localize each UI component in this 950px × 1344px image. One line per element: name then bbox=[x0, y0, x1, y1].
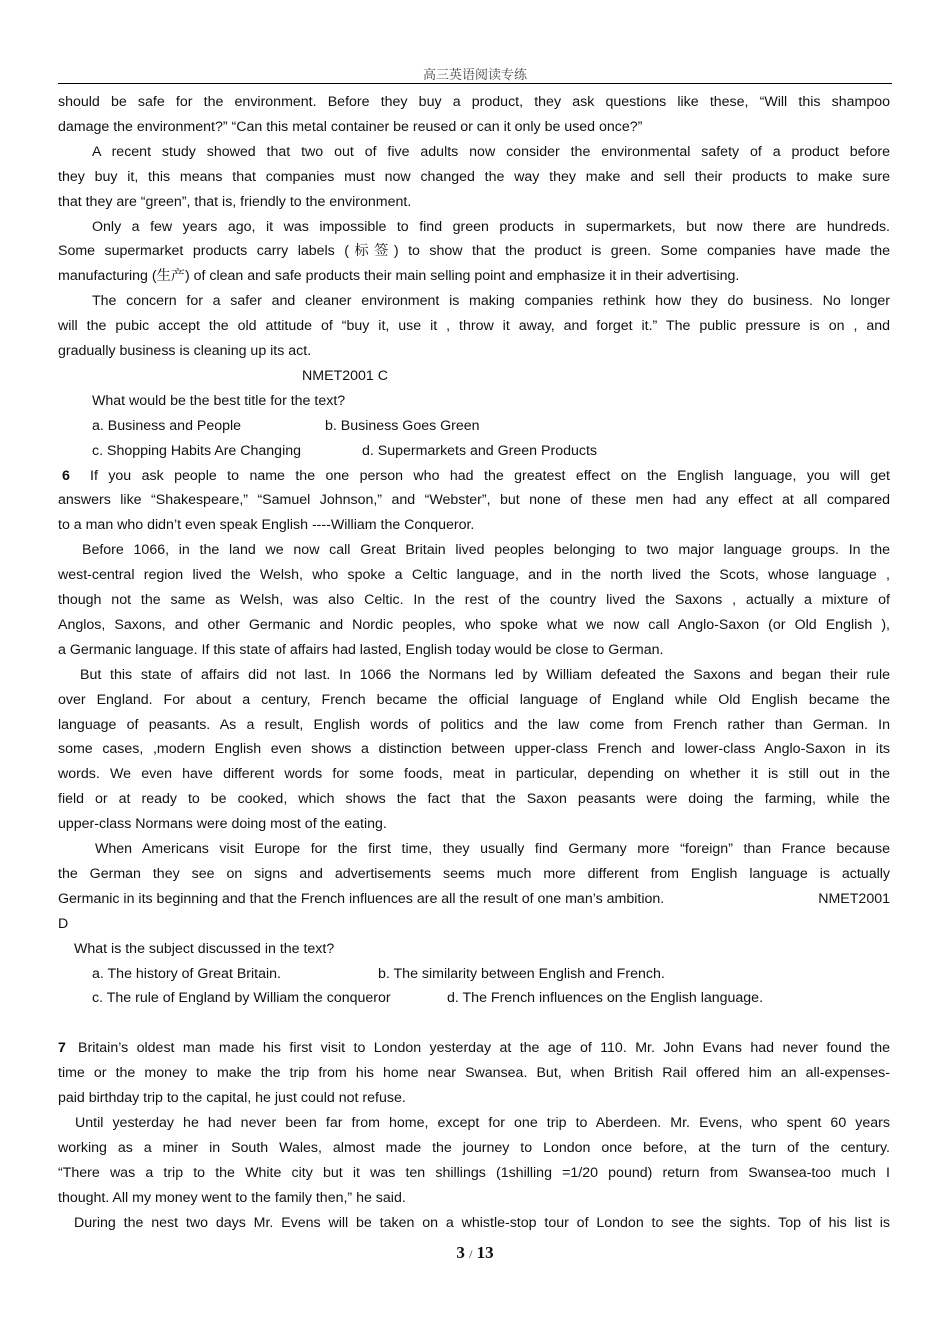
text-line bbox=[58, 663, 890, 688]
page-number bbox=[0, 1243, 950, 1263]
question-number: 7 bbox=[58, 1040, 66, 1057]
answer-option: a. The history of Great Britain. bbox=[92, 965, 281, 982]
line-text: Anglos, Saxons, and other Germanic and Nordic peoples, who spoke what we now call Anglo-Saxon (or Old English ), bbox=[58, 616, 890, 633]
text-line bbox=[58, 513, 890, 538]
line-text: to a man who didn’t even speak English ----William the Conqueror. bbox=[58, 517, 475, 534]
text-line bbox=[58, 264, 890, 289]
text-line bbox=[58, 339, 890, 364]
text-line bbox=[58, 314, 890, 339]
text-line bbox=[58, 812, 890, 837]
line-text: some cases, ,modern English even shows a distinction between upper-class French and lower-class Anglo-Saxon in its bbox=[58, 741, 890, 758]
text-line bbox=[58, 962, 890, 987]
line-text: Some supermarket products carry labels (标签) to show that the product is green. Some companies have made the bbox=[58, 243, 890, 260]
answer-option: c. Shopping Habits Are Changing bbox=[92, 442, 302, 459]
text-line bbox=[58, 787, 890, 812]
line-text: damage the environment?” “Can this metal container be reused or can it only be used once?” bbox=[58, 118, 643, 135]
line-text: language of peasants. As a result, English words of politics and the law come from French rather than German. In bbox=[58, 716, 890, 733]
text-line bbox=[58, 1086, 890, 1111]
line-text: will the pubic accept the old attitude of “buy it, use it , throw it away, and forget it.” The public pressure is on , and bbox=[58, 318, 890, 335]
answer-option: d. The French influences on the English language. bbox=[447, 990, 764, 1007]
line-text: over England. For about a century, French became the official language of England while Old English became the bbox=[58, 691, 890, 708]
text-line bbox=[58, 1061, 890, 1086]
line-text: they buy it, this means that companies must now changed the way they make and sell their products to make sure bbox=[58, 168, 890, 185]
text-line bbox=[58, 1136, 890, 1161]
line-text: A recent study showed that two out of five adults now consider the environmental safety of a product before bbox=[92, 143, 890, 160]
line-text: What is the subject discussed in the text? bbox=[74, 940, 335, 957]
text-line bbox=[58, 215, 890, 240]
line-text: gradually business is cleaning up its act. bbox=[58, 343, 312, 359]
text-line bbox=[58, 115, 890, 140]
line-text: But this state of affairs did not last. In 1066 the Normans led by William defeated the Saxons and began their rule bbox=[80, 666, 890, 683]
answer-option: a. Business and People bbox=[92, 417, 242, 434]
text-line bbox=[58, 563, 890, 588]
text-line bbox=[58, 837, 890, 862]
text-line bbox=[58, 1161, 890, 1186]
line-text: NMET2001 C bbox=[302, 367, 388, 384]
text-line bbox=[58, 464, 890, 489]
text-line bbox=[58, 364, 890, 389]
line-text: upper-class Normans were doing most of the eating. bbox=[58, 816, 387, 833]
line-text: words. We even have different words for some foods, meat in particular, depending on whether it is still out in the bbox=[58, 766, 890, 783]
page-separator: / bbox=[469, 1247, 473, 1261]
text-line bbox=[58, 688, 890, 713]
text-line bbox=[58, 389, 890, 414]
line-text: “There was a trip to the White city but it was ten shillings (1shilling =1/20 pound) return from Swansea-too much I bbox=[58, 1164, 890, 1181]
current-page: 3 bbox=[456, 1243, 465, 1262]
text-line bbox=[58, 737, 890, 762]
total-pages: 13 bbox=[476, 1243, 494, 1262]
answer-option: b. The similarity between English and French. bbox=[378, 965, 665, 982]
text-line bbox=[58, 887, 890, 912]
line-text: Only a few years ago, it was impossible to find green products in supermarkets, but now there are hundreds. bbox=[92, 218, 890, 235]
line-text: manufacturing (生产) of clean and safe products their main selling point and emphasize it in their advertising. bbox=[58, 268, 740, 285]
text-line bbox=[58, 190, 890, 215]
line-text: west-central region lived the Welsh, who spoke a Celtic language, and in the north lived the Scots, whose language , bbox=[58, 567, 890, 584]
text-line bbox=[58, 912, 890, 937]
text-line bbox=[58, 613, 890, 638]
header-rule bbox=[58, 83, 892, 84]
text-line bbox=[58, 140, 890, 165]
line-text: What would be the best title for the text? bbox=[92, 392, 346, 409]
text-line bbox=[58, 488, 890, 513]
text-line bbox=[58, 165, 890, 190]
line-text: Before 1066, in the land we now call Great Britain lived peoples belonging to two major language groups. In the bbox=[82, 542, 890, 559]
line-text: Germanic in its beginning and that the French influences are all the result of one man’s ambition. bbox=[58, 890, 665, 907]
line-text: that they are “green”, that is, friendly to the environment. bbox=[58, 193, 412, 210]
line-text: field or at ready to be cooked, which shows the fact that the Saxon peasants were doing the farming, while the bbox=[58, 791, 890, 808]
text-line bbox=[58, 439, 890, 464]
text-line bbox=[58, 538, 890, 563]
line-text: paid birthday trip to the capital, he just could not refuse. bbox=[58, 1090, 406, 1106]
line-text: During the nest two days Mr. Evens will be taken on a whistle-stop tour of London to see the sights. Top of his list is bbox=[74, 1214, 890, 1231]
line-text: the German they see on signs and advertisements seems much more different from English language is actually bbox=[58, 865, 890, 882]
line-text: working as a miner in South Wales, almost made the journey to London once before, at the turn of the century. bbox=[58, 1139, 890, 1156]
line-text: thought. All my money went to the family then,” he said. bbox=[58, 1189, 406, 1206]
text-line bbox=[58, 1011, 890, 1036]
text-line bbox=[58, 289, 890, 314]
line-text: Britain’s oldest man made his first visit to London yesterday at the age of 110. Mr. John Evans had never found the bbox=[78, 1040, 890, 1057]
line-text: should be safe for the environment. Before they buy a product, they ask questions like these, “Will this shampoo bbox=[58, 94, 890, 110]
line-text: If you ask people to name the one person who had the greatest effect on the English language, you will get bbox=[90, 467, 890, 484]
line-text: though not the same as Welsh, was also Celtic. In the rest of the country lived the Saxons , actually a mixture of bbox=[58, 592, 890, 608]
text-line bbox=[58, 1186, 890, 1211]
line-text: a Germanic language. If this state of affairs had lasted, English today would be close to German. bbox=[58, 641, 664, 658]
line-text: answers like “Shakespeare,” “Samuel Johnson,” and “Webster”, but none of these men had any effect at all compared bbox=[58, 492, 890, 509]
text-line bbox=[58, 90, 890, 115]
line-text: When Americans visit Europe for the first time, they usually find Germany more “foreign” than France because bbox=[95, 841, 890, 857]
line-text: Until yesterday he had never been far from home, except for one trip to Aberdeen. Mr. Evens, who spent 60 years bbox=[75, 1114, 890, 1131]
page-header: 高三英语阅读专练 bbox=[422, 68, 527, 83]
answer-option: b. Business Goes Green bbox=[325, 417, 480, 434]
answer-option: c. The rule of England by William the conqueror bbox=[92, 990, 391, 1007]
text-line bbox=[58, 762, 890, 787]
text-line bbox=[58, 638, 890, 663]
text-line bbox=[58, 1211, 890, 1236]
source-label: NMET2001 bbox=[818, 890, 890, 907]
text-line bbox=[58, 239, 890, 264]
line-text: time or the money to make the trip from his home near Swansea. But, when British Rail offered him an all-expenses- bbox=[58, 1065, 890, 1082]
text-line bbox=[58, 588, 890, 613]
text-line bbox=[58, 862, 890, 887]
text-line bbox=[58, 713, 890, 738]
answer-option: d. Supermarkets and Green Products bbox=[362, 442, 598, 459]
text-line bbox=[58, 1036, 890, 1061]
text-line bbox=[58, 414, 890, 439]
text-line bbox=[58, 986, 890, 1011]
line-text: The concern for a safer and cleaner environment is making companies rethink how they do business. No longer bbox=[92, 293, 890, 310]
question-number: 6 bbox=[62, 467, 70, 484]
text-line bbox=[58, 937, 890, 962]
line-text: D bbox=[58, 915, 69, 932]
text-line bbox=[58, 1111, 890, 1136]
